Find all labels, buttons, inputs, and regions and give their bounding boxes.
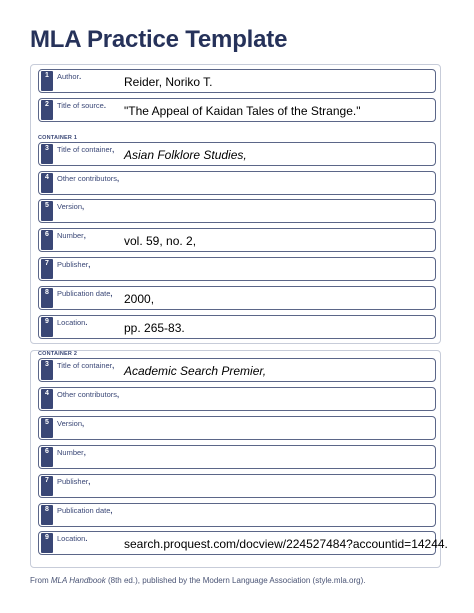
field-label: Publication date, — [57, 289, 113, 298]
field-number-badge: 5 — [41, 201, 53, 221]
container-1-label: CONTAINER 1 — [38, 135, 78, 141]
field-other-contributors[interactable] — [38, 171, 436, 195]
field-label: Number, — [57, 231, 86, 240]
field-number-badge: 4 — [41, 389, 53, 409]
field-label: Publisher, — [57, 260, 91, 269]
field-label: Publisher, — [57, 477, 91, 486]
field-label: Location. — [57, 318, 88, 327]
field-number-badge: 3 — [41, 144, 53, 164]
field-label: Version, — [57, 419, 85, 428]
field-label: Number, — [57, 448, 86, 457]
field-number-badge: 5 — [41, 418, 53, 438]
field-value[interactable]: "The Appeal of Kaidan Tales of the Strange." — [124, 104, 361, 118]
field-label: Version, — [57, 202, 85, 211]
field-title-of-source[interactable] — [38, 98, 436, 122]
field-number-badge: 6 — [41, 230, 53, 250]
field-number-badge: 8 — [41, 288, 53, 308]
field-number-badge: 8 — [41, 505, 53, 525]
field-number-badge: 1 — [41, 71, 53, 91]
field-value[interactable]: 2000, — [124, 292, 155, 306]
field-number-badge: 7 — [41, 259, 53, 279]
field-publication-date[interactable] — [38, 286, 436, 310]
field-publisher[interactable] — [38, 257, 436, 281]
field-location-c2[interactable] — [38, 531, 448, 555]
field-number[interactable] — [38, 228, 436, 252]
container-2-label: CONTAINER 2 — [38, 351, 78, 357]
field-publication-date-c2[interactable] — [38, 503, 436, 527]
field-value[interactable]: search.proquest.com/docview/224527484?accountid=14244. — [124, 537, 448, 551]
field-number-badge: 7 — [41, 476, 53, 496]
field-version-c2[interactable] — [38, 416, 436, 440]
field-number-badge: 4 — [41, 173, 53, 193]
field-label: Title of container, — [57, 145, 115, 154]
field-number-badge: 9 — [41, 317, 53, 337]
field-title-of-container-c2[interactable] — [38, 358, 436, 382]
field-label: Location. — [57, 534, 88, 543]
field-number-badge: 3 — [41, 360, 53, 380]
field-label: Title of source. — [57, 101, 106, 110]
field-author[interactable] — [38, 69, 436, 93]
field-location[interactable] — [38, 315, 436, 339]
field-number-badge: 2 — [41, 100, 53, 120]
field-value[interactable]: pp. 265-83. — [124, 321, 185, 335]
field-value[interactable]: vol. 59, no. 2, — [124, 234, 197, 248]
field-publisher-c2[interactable] — [38, 474, 436, 498]
field-value[interactable]: Reider, Noriko T. — [124, 75, 213, 89]
field-label: Author. — [57, 72, 82, 81]
field-number-c2[interactable] — [38, 445, 436, 469]
field-version[interactable] — [38, 199, 436, 223]
field-other-contributors-c2[interactable] — [38, 387, 436, 411]
field-label: Other contributors, — [57, 174, 120, 183]
field-title-of-container[interactable] — [38, 142, 436, 166]
field-number-badge: 9 — [41, 533, 53, 553]
field-label: Other contributors, — [57, 390, 120, 399]
field-value[interactable]: Asian Folklore Studies, — [124, 148, 247, 162]
footer-note: From MLA Handbook (8th ed.), published by the Modern Language Association (style.mla.org). — [30, 576, 366, 585]
field-label: Title of container, — [57, 361, 115, 370]
field-number-badge: 6 — [41, 447, 53, 467]
field-value[interactable]: Academic Search Premier, — [124, 364, 267, 378]
page-title: MLA Practice Template — [30, 26, 288, 53]
field-label: Publication date, — [57, 506, 113, 515]
